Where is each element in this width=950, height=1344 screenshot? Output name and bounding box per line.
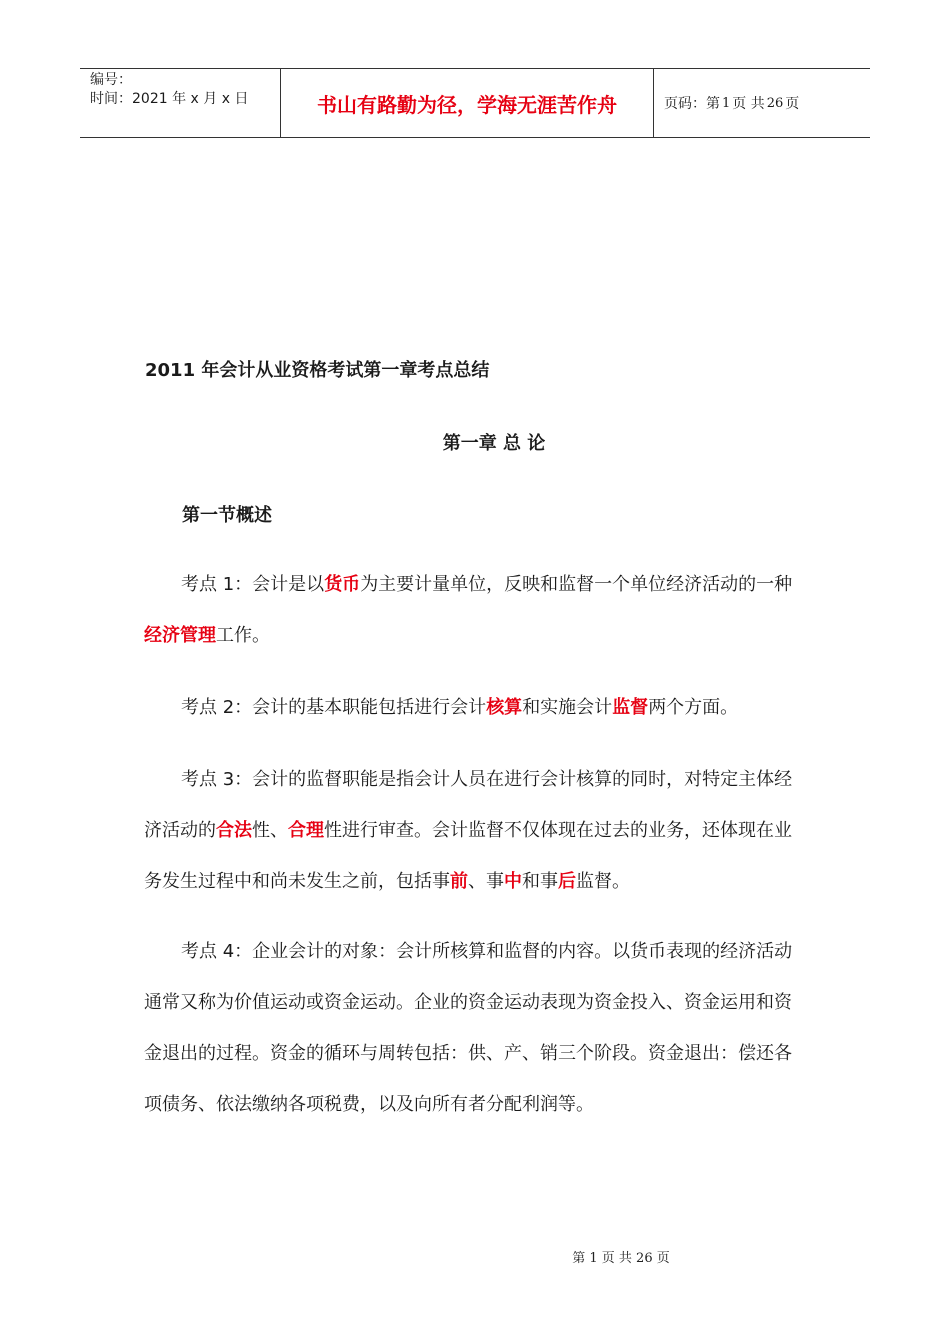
- highlight-term: 货币: [324, 574, 361, 595]
- page-footer: 第 1 页 共 26 页: [572, 1251, 670, 1266]
- highlight-term: 后: [558, 871, 576, 892]
- page-header: [80, 68, 870, 138]
- text-run: 考点 1：会计是以: [181, 574, 325, 595]
- page-prefix: 页码：第: [664, 96, 720, 112]
- point-2-paragraph: [144, 682, 804, 733]
- serial-label: 编号：: [90, 72, 132, 88]
- date-label: 时间：2021 年 x 月 x 日: [90, 91, 249, 107]
- chapter-title: 第一章 总 论: [442, 433, 546, 454]
- highlight-term: 合理: [288, 820, 324, 841]
- highlight-term: 经济管理: [144, 625, 216, 646]
- text-run: 工作。: [216, 625, 270, 646]
- document-title: 2011 年会计从业资格考试第一章考点总结: [145, 360, 490, 381]
- text-run: 监督。: [576, 871, 630, 892]
- text-run: 性进行审查。会计监督不仅体现在过去的业务，还体现在业务发生过程中和尚未发生之前，包括事: [144, 820, 792, 892]
- text-run: 性、: [252, 820, 288, 841]
- page-suffix: 页: [785, 96, 800, 112]
- highlight-term: 核算: [486, 697, 523, 718]
- highlight-term: 合法: [216, 820, 252, 841]
- text-run: 考点 3：会计的监督职能是指会计人员在进行会计核算的同时，对特定主体经济活动的: [144, 769, 793, 841]
- text-run: 、事: [468, 871, 504, 892]
- text-run: 为主要计量单位，反映和监督一个单位经济活动的一种: [360, 574, 793, 595]
- page-number: 1: [722, 95, 731, 111]
- highlight-term: 监督: [612, 697, 649, 718]
- header-meta: [80, 69, 281, 137]
- text-run: 两个方面。: [648, 697, 739, 718]
- section-title: 第一节概述: [182, 505, 272, 526]
- point-1-paragraph: [144, 559, 804, 661]
- text-run: 和实施会计: [522, 697, 613, 718]
- page-total: 26: [766, 95, 784, 111]
- highlight-term: 前: [450, 871, 468, 892]
- highlight-term: 中: [504, 871, 522, 892]
- point-3-paragraph: [144, 754, 804, 907]
- header-page-info: [654, 69, 870, 137]
- text-run: 考点 2：会计的基本职能包括进行会计: [181, 697, 487, 718]
- text-run: 和事: [522, 871, 558, 892]
- point-4-paragraph: [144, 926, 804, 1130]
- text-run: 考点 4：企业会计的对象：会计所核算和监督的内容。以货币表现的经济活动通常又称为价值运动或资金运动。企业的资金运动表现为资金投入、资金运用和资金退出的过程。资金的循环与周转包括：供、产、销三个阶段。资金退出：偿还各项债务、依法缴纳各项税费，以及向所有者分配利润等。: [144, 941, 793, 1115]
- page-mid: 页 共: [732, 96, 765, 112]
- header-motto: 书山有路勤为径，学海无涯苦作舟: [281, 69, 654, 137]
